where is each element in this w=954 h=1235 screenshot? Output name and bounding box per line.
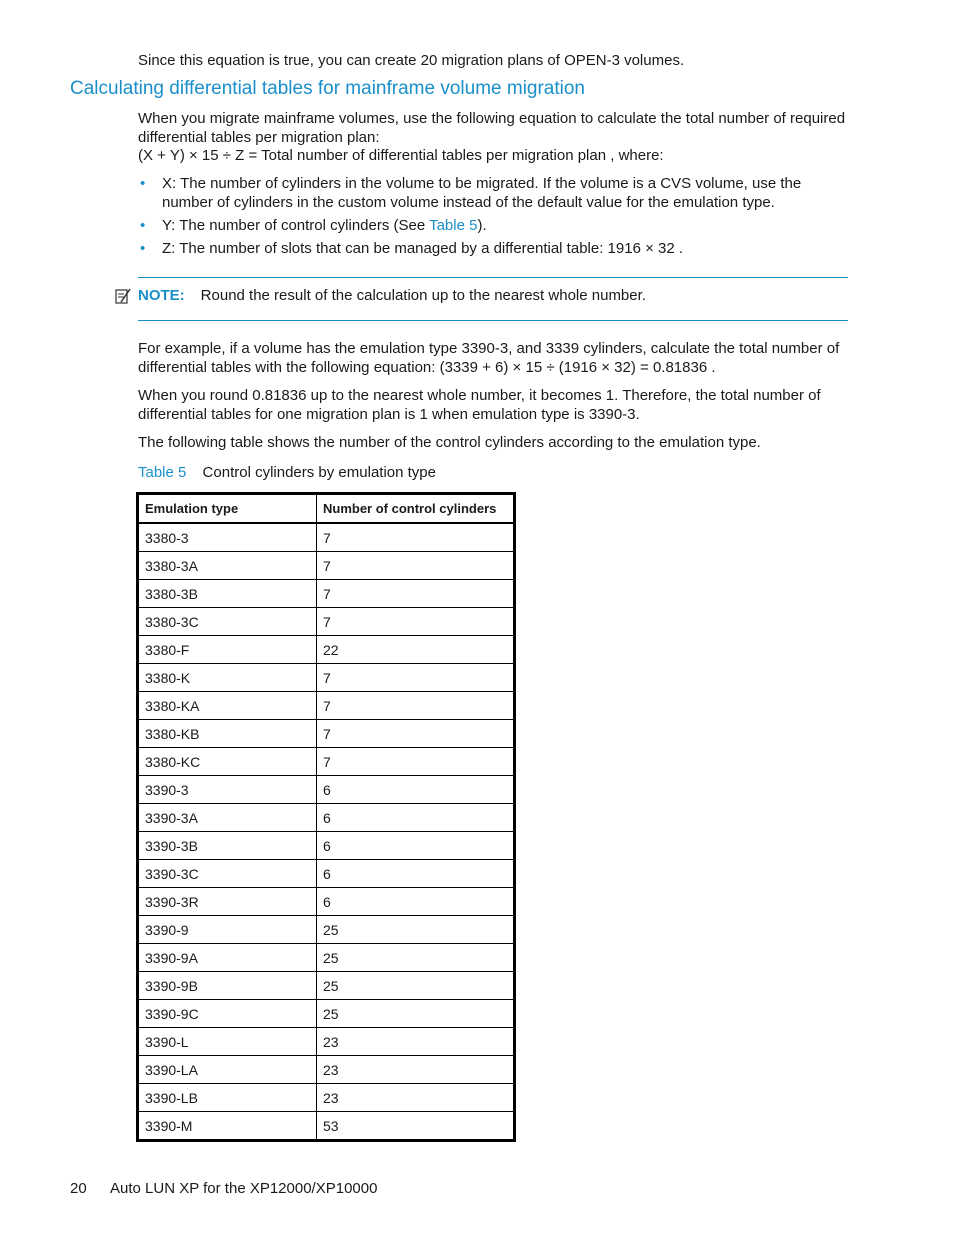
control-cylinders-cell: 6 [317, 804, 515, 832]
emulation-type-cell: 3380-3B [138, 580, 317, 608]
equation: (X + Y) × 15 ÷ Z = Total number of differential tables per migration plan , where: [138, 147, 664, 164]
control-cylinders-cell: 6 [317, 776, 515, 804]
emulation-type-cell: 3390-9 [138, 916, 317, 944]
bullet-icon: • [140, 240, 146, 257]
control-cylinders-cell: 6 [317, 888, 515, 916]
table-caption [138, 464, 436, 481]
example-paragraph: For example, if a volume has the emulation type 3390-3, and 3339 cylinders, calculate the total number of differential tables with the following equation: (3339 + 6) × 15 ÷ (1916 × 32) = 0.81836 . [138, 340, 840, 376]
table-row [138, 804, 515, 832]
table-row [138, 776, 515, 804]
intro-text: Since this equation is true, you can create 20 migration plans of OPEN-3 volumes. [138, 52, 685, 69]
emulation-type-cell: 3390-3B [138, 832, 317, 860]
table-caption-text: Control cylinders by emulation type [202, 464, 436, 481]
list-item: • Z: The number of slots that can be managed by a differential table: 1916 × 32 . [140, 240, 684, 257]
control-cylinders-cell: 7 [317, 552, 515, 580]
rounding-paragraph: When you round 0.81836 up to the nearest whole number, it becomes 1. Therefore, the total number of differential tables for one migration plan is 1 when emulation type is 3390-3. [138, 387, 821, 423]
control-cylinders-cell: 23 [317, 1084, 515, 1112]
note-box [114, 286, 646, 305]
emulation-type-cell: 3390-3R [138, 888, 317, 916]
emulation-type-cell: 3390-LA [138, 1056, 317, 1084]
bullet-icon: • [140, 217, 146, 234]
table-caption-label: Table 5 [138, 464, 187, 481]
control-cylinders-cell: 7 [317, 692, 515, 720]
control-cylinders-cell: 25 [317, 944, 515, 972]
control-cylinders-cell: 7 [317, 664, 515, 692]
table-row [138, 664, 515, 692]
table-row [138, 523, 515, 552]
list-item: • Y: The number of control cylinders (See Table 5). [140, 217, 487, 234]
control-cylinders-cell: 7 [317, 608, 515, 636]
page-number: 20 [70, 1180, 87, 1197]
emulation-type-cell: 3380-3C [138, 608, 317, 636]
table-row [138, 1084, 515, 1112]
table-row [138, 860, 515, 888]
emulation-type-cell: 3380-3A [138, 552, 317, 580]
intro-paragraph: When you migrate mainframe volumes, use the following equation to calculate the total number of required differential tables per migration plan: [138, 110, 846, 146]
emulation-type-cell: 3380-KB [138, 720, 317, 748]
emulation-type-cell: 3390-9A [138, 944, 317, 972]
control-cylinders-cell: 7 [317, 580, 515, 608]
table-header-row [138, 494, 515, 524]
table-row [138, 1000, 515, 1028]
page-footer [70, 1180, 377, 1197]
emulation-type-cell: 3380-3 [138, 523, 317, 552]
control-cylinders-cell: 25 [317, 916, 515, 944]
control-cylinders-cell: 23 [317, 1028, 515, 1056]
table-row [138, 552, 515, 580]
control-cylinders-cell: 25 [317, 972, 515, 1000]
emulation-type-cell: 3380-F [138, 636, 317, 664]
emulation-type-cell: 3390-9B [138, 972, 317, 1000]
control-cylinders-cell: 7 [317, 523, 515, 552]
emulation-type-cell: 3380-KA [138, 692, 317, 720]
table-row [138, 832, 515, 860]
bullet-icon: • [140, 175, 146, 192]
control-cylinders-cell: 6 [317, 832, 515, 860]
table-row [138, 1112, 515, 1141]
control-cylinders-cell: 7 [317, 748, 515, 776]
control-cylinders-cell: 25 [317, 1000, 515, 1028]
note-icon [114, 287, 132, 305]
control-cylinders-cell: 6 [317, 860, 515, 888]
footer-title: Auto LUN XP for the XP12000/XP10000 [110, 1180, 378, 1197]
table-row [138, 944, 515, 972]
table-row [138, 888, 515, 916]
table-row [138, 636, 515, 664]
table-row [138, 1056, 515, 1084]
control-cylinders-table [136, 492, 516, 1142]
control-cylinders-cell: 53 [317, 1112, 515, 1141]
emulation-type-cell: 3390-L [138, 1028, 317, 1056]
note-divider-top [138, 277, 848, 278]
emulation-type-cell: 3390-3 [138, 776, 317, 804]
control-cylinders-cell: 22 [317, 636, 515, 664]
emulation-type-cell: 3390-9C [138, 1000, 317, 1028]
table-row [138, 608, 515, 636]
table-row [138, 1028, 515, 1056]
table-intro-paragraph: The following table shows the number of the control cylinders according to the emulation type. [138, 434, 761, 451]
control-cylinders-cell: 23 [317, 1056, 515, 1084]
variable-list [138, 174, 848, 262]
note-label: NOTE: [138, 287, 185, 304]
table-row [138, 972, 515, 1000]
table-row [138, 720, 515, 748]
list-item: • X: The number of cylinders in the volume to be migrated. If the volume is a CVS volume, use the number of cylinders in the custom volume instead of the default value for the emulation type. [140, 175, 802, 211]
section-heading: Calculating differential tables for mainframe volume migration [70, 78, 586, 99]
table-link[interactable]: Table 5 [429, 217, 478, 234]
emulation-type-cell: 3390-3A [138, 804, 317, 832]
header-emulation-type: Emulation type [138, 494, 317, 524]
emulation-type-cell: 3390-M [138, 1112, 317, 1141]
table-row [138, 916, 515, 944]
header-control-cylinders: Number of control cylinders [317, 494, 515, 524]
emulation-type-cell: 3380-KC [138, 748, 317, 776]
control-cylinders-cell: 7 [317, 720, 515, 748]
table-row [138, 692, 515, 720]
emulation-type-cell: 3380-K [138, 664, 317, 692]
emulation-type-cell: 3390-LB [138, 1084, 317, 1112]
note-divider-bottom [138, 320, 848, 321]
table-row [138, 748, 515, 776]
note-text: Round the result of the calculation up to the nearest whole number. [200, 287, 646, 304]
emulation-type-cell: 3390-3C [138, 860, 317, 888]
table-body [138, 523, 515, 1141]
table-row [138, 580, 515, 608]
